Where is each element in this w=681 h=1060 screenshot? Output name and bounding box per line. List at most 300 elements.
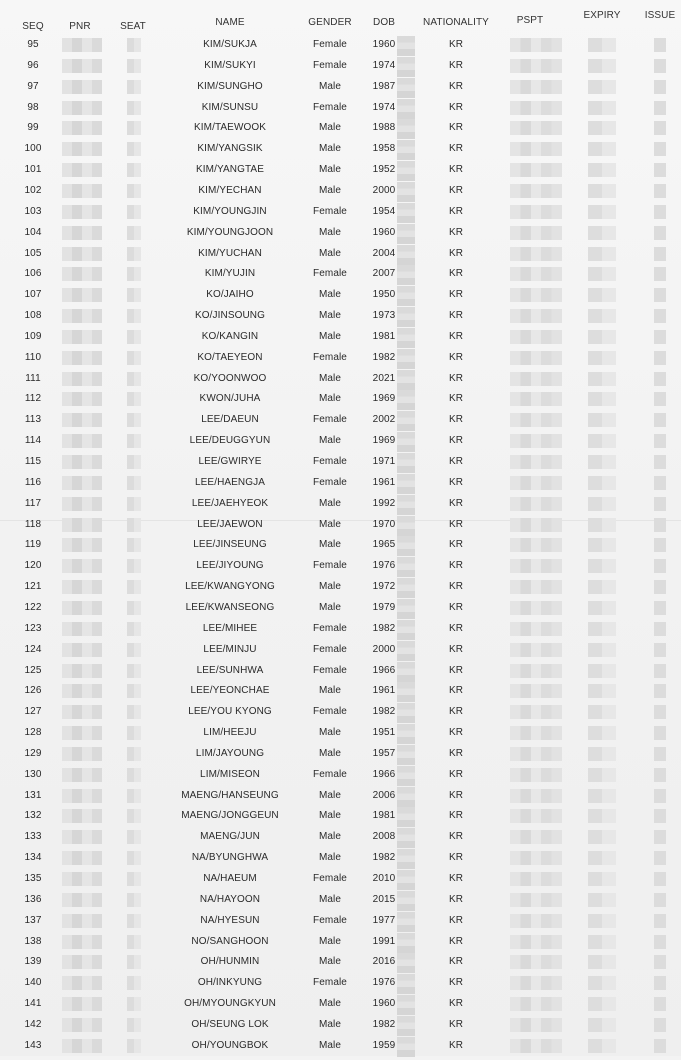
cell-seq: 125 (24, 664, 42, 676)
redacted-expiry (588, 142, 616, 156)
table-row (0, 727, 681, 747)
cell-name: NO/SANGHOON (191, 935, 269, 947)
cell-nationality: KR (448, 581, 464, 593)
redacted-passport (510, 747, 562, 761)
cell-dob: 1981 (372, 810, 396, 822)
cell-gender: Female (313, 643, 347, 655)
redacted-seat (127, 372, 141, 386)
cell-seq: 117 (24, 497, 42, 509)
cell-seq: 124 (24, 643, 42, 655)
cell-gender: Male (318, 601, 342, 613)
redacted-expiry (588, 914, 616, 928)
redacted-passport (510, 684, 562, 698)
cell-dob: 1950 (372, 289, 396, 301)
redacted-seat (127, 101, 141, 115)
redacted-expiry (588, 434, 616, 448)
cell-name: LEE/JINSEUNG (193, 539, 267, 551)
redacted-pnr (62, 476, 102, 490)
redacted-pnr (62, 288, 102, 302)
redacted-expiry (588, 497, 616, 511)
redacted-dob-detail (397, 682, 415, 702)
table-row (0, 665, 681, 685)
redacted-pnr (62, 351, 102, 365)
table-row (0, 685, 681, 705)
redacted-issue (654, 914, 666, 928)
cell-nationality: KR (448, 893, 464, 905)
cell-dob: 2000 (372, 184, 396, 196)
cell-name: OH/INKYUNG (197, 977, 263, 989)
redacted-dob-detail (397, 307, 415, 327)
redacted-issue (654, 205, 666, 219)
cell-gender: Female (313, 476, 347, 488)
redacted-passport (510, 351, 562, 365)
redacted-expiry (588, 851, 616, 865)
redacted-issue (654, 684, 666, 698)
cell-seq: 134 (24, 852, 42, 864)
table-row (0, 748, 681, 768)
redacted-expiry (588, 226, 616, 240)
redacted-dob-detail (397, 99, 415, 119)
cell-nationality: KR (448, 935, 464, 947)
header-nationality: NATIONALITY (423, 17, 489, 28)
redacted-passport (510, 80, 562, 94)
cell-gender: Male (318, 685, 342, 697)
table-row (0, 852, 681, 872)
redacted-seat (127, 59, 141, 73)
cell-seq: 139 (24, 956, 42, 968)
redacted-expiry (588, 1018, 616, 1032)
cell-dob: 1958 (372, 143, 396, 155)
redacted-seat (127, 726, 141, 740)
redacted-issue (654, 768, 666, 782)
cell-name: LIM/JAYOUNG (195, 747, 265, 759)
redacted-pnr (62, 372, 102, 386)
cell-seq: 111 (25, 372, 41, 384)
cell-nationality: KR (448, 393, 464, 405)
cell-dob: 1961 (372, 476, 396, 488)
cell-nationality: KR (448, 831, 464, 843)
redacted-pnr (62, 518, 102, 532)
redacted-dob-detail (397, 224, 415, 244)
cell-nationality: KR (448, 80, 464, 92)
cell-nationality: KR (448, 226, 464, 238)
table-row (0, 227, 681, 247)
redacted-expiry (588, 330, 616, 344)
cell-seq: 136 (24, 893, 42, 905)
table-row (0, 560, 681, 580)
cell-name: MAENG/HANSEUNG (181, 789, 279, 801)
cell-name: KO/KANGIN (201, 330, 259, 342)
redacted-issue (654, 789, 666, 803)
redacted-dob-detail (397, 620, 415, 640)
redacted-seat (127, 38, 141, 52)
cell-nationality: KR (448, 956, 464, 968)
cell-seq: 123 (24, 622, 42, 634)
redacted-expiry (588, 705, 616, 719)
redacted-dob-detail (397, 453, 415, 473)
cell-name: KIM/SUKYI (204, 59, 256, 71)
redacted-seat (127, 455, 141, 469)
cell-name: NA/HYESUN (200, 914, 260, 926)
cell-dob: 1965 (372, 539, 396, 551)
redacted-issue (654, 434, 666, 448)
redacted-expiry (588, 205, 616, 219)
redacted-expiry (588, 1039, 616, 1053)
redacted-seat (127, 851, 141, 865)
cell-gender: Male (318, 1018, 342, 1030)
redacted-issue (654, 1018, 666, 1032)
redacted-dob-detail (397, 870, 415, 890)
cell-seq: 135 (24, 873, 42, 884)
cell-seq: 114 (24, 435, 42, 447)
table-row (0, 644, 681, 664)
cell-name: KIM/YECHAN (198, 184, 262, 196)
cell-dob: 1991 (372, 935, 396, 947)
cell-gender: Female (313, 59, 347, 71)
table-row (0, 498, 681, 518)
cell-nationality: KR (448, 643, 464, 655)
redacted-seat (127, 643, 141, 657)
cell-nationality: KR (448, 560, 464, 572)
redacted-dob-detail (397, 516, 415, 536)
redacted-passport (510, 872, 562, 886)
redacted-seat (127, 392, 141, 406)
redacted-issue (654, 893, 666, 907)
redacted-pnr (62, 830, 102, 844)
table-row (0, 706, 681, 726)
cell-seq: 129 (24, 747, 42, 759)
redacted-pnr (62, 59, 102, 73)
cell-seq: 141 (24, 998, 42, 1010)
cell-nationality: KR (448, 435, 464, 447)
cell-gender: Male (318, 810, 342, 822)
redacted-seat (127, 518, 141, 532)
table-row (0, 60, 681, 80)
redacted-pnr (62, 434, 102, 448)
cell-nationality: KR (448, 539, 464, 551)
cell-dob: 1982 (372, 351, 396, 363)
cell-dob: 1969 (372, 435, 396, 447)
cell-dob: 1973 (372, 310, 396, 322)
redacted-pnr (62, 914, 102, 928)
redacted-issue (654, 309, 666, 323)
header-issue: ISSUE (644, 10, 676, 21)
cell-dob: 1957 (372, 747, 396, 759)
cell-gender: Female (313, 664, 347, 676)
cell-name: KO/YOONWOO (193, 372, 267, 384)
cell-name: LIM/MISEON (200, 768, 260, 780)
redacted-passport (510, 434, 562, 448)
table-row (0, 39, 681, 59)
cell-name: KIM/YANGSIK (197, 143, 263, 155)
cell-nationality: KR (448, 164, 464, 176)
redacted-pnr (62, 184, 102, 198)
redacted-issue (654, 518, 666, 532)
redacted-pnr (62, 142, 102, 156)
cell-dob: 1972 (372, 581, 396, 593)
redacted-dob-detail (397, 182, 415, 202)
redacted-passport (510, 455, 562, 469)
cell-nationality: KR (448, 727, 464, 739)
table-row (0, 956, 681, 976)
cell-gender: Male (318, 247, 342, 259)
cell-gender: Male (318, 727, 342, 739)
table-row (0, 206, 681, 226)
table-row (0, 477, 681, 497)
cell-seq: 131 (24, 789, 42, 801)
cell-gender: Male (318, 497, 342, 509)
redacted-passport (510, 101, 562, 115)
table-row (0, 1040, 681, 1060)
redacted-seat (127, 872, 141, 886)
header-pnr: PNR (69, 21, 91, 32)
cell-gender: Male (318, 747, 342, 759)
cell-seq: 113 (24, 414, 42, 426)
redacted-issue (654, 705, 666, 719)
redacted-dob-detail (397, 766, 415, 786)
cell-seq: 140 (24, 977, 42, 989)
redacted-expiry (588, 809, 616, 823)
cell-gender: Female (313, 414, 347, 426)
cell-name: LEE/JIYOUNG (196, 560, 264, 572)
redacted-seat (127, 538, 141, 552)
redacted-expiry (588, 309, 616, 323)
redacted-expiry (588, 997, 616, 1011)
redacted-issue (654, 121, 666, 135)
redacted-seat (127, 184, 141, 198)
redacted-issue (654, 413, 666, 427)
cell-nationality: KR (448, 664, 464, 676)
redacted-issue (654, 830, 666, 844)
redacted-pnr (62, 580, 102, 594)
cell-dob: 2007 (372, 268, 396, 280)
cell-name: LEE/HAENGJA (194, 476, 266, 488)
table-row (0, 519, 681, 539)
cell-seq: 112 (24, 393, 42, 405)
redacted-seat (127, 330, 141, 344)
redacted-expiry (588, 80, 616, 94)
redacted-passport (510, 830, 562, 844)
redacted-dob-detail (397, 787, 415, 807)
redacted-pnr (62, 622, 102, 636)
cell-gender: Male (318, 226, 342, 238)
cell-gender: Female (313, 101, 347, 113)
redacted-expiry (588, 247, 616, 261)
table-row (0, 894, 681, 914)
cell-nationality: KR (448, 372, 464, 384)
redacted-expiry (588, 413, 616, 427)
cell-name: KIM/SUNGHO (197, 80, 263, 92)
cell-name: LEE/KWANSEONG (185, 601, 275, 613)
redacted-dob-detail (397, 536, 415, 556)
cell-seq: 98 (27, 101, 39, 113)
redacted-seat (127, 413, 141, 427)
redacted-seat (127, 247, 141, 261)
redacted-seat (127, 747, 141, 761)
cell-nationality: KR (448, 998, 464, 1010)
cell-name: KIM/TAEWOOK (193, 122, 267, 134)
table-row (0, 102, 681, 122)
cell-gender: Female (313, 39, 347, 50)
redacted-dob-detail (397, 641, 415, 661)
redacted-issue (654, 288, 666, 302)
redacted-dob-detail (397, 432, 415, 452)
cell-dob: 1970 (372, 518, 396, 530)
redacted-seat (127, 664, 141, 678)
redacted-seat (127, 497, 141, 511)
redacted-expiry (588, 768, 616, 782)
cell-gender: Male (318, 935, 342, 947)
redacted-dob-detail (397, 933, 415, 953)
cell-name: KIM/SUNSU (201, 101, 259, 113)
cell-name: LEE/GWIRYE (198, 456, 262, 467)
redacted-pnr (62, 247, 102, 261)
cell-seq: 100 (24, 143, 42, 155)
redacted-issue (654, 872, 666, 886)
redacted-passport (510, 1018, 562, 1032)
redacted-passport (510, 997, 562, 1011)
redacted-issue (654, 664, 666, 678)
redacted-dob-detail (397, 974, 415, 994)
redacted-seat (127, 309, 141, 323)
cell-nationality: KR (448, 268, 464, 280)
redacted-pnr (62, 330, 102, 344)
cell-seq: 118 (24, 518, 42, 530)
redacted-pnr (62, 955, 102, 969)
cell-name: NA/HAYOON (199, 893, 261, 905)
cell-dob: 1960 (372, 39, 396, 50)
redacted-dob-detail (397, 140, 415, 160)
redacted-passport (510, 643, 562, 657)
table-row (0, 1019, 681, 1039)
redacted-pnr (62, 413, 102, 427)
redacted-pnr (62, 226, 102, 240)
cell-seq: 101 (24, 164, 42, 176)
cell-seq: 121 (24, 581, 42, 593)
cell-gender: Male (318, 289, 342, 301)
cell-seq: 102 (24, 184, 42, 196)
table-row (0, 456, 681, 476)
redacted-pnr (62, 163, 102, 177)
redacted-pnr (62, 559, 102, 573)
cell-seq: 120 (24, 560, 42, 572)
cell-seq: 115 (24, 456, 42, 467)
redacted-seat (127, 226, 141, 240)
cell-name: LEE/MIHEE (202, 622, 258, 634)
redacted-dob-detail (397, 557, 415, 577)
redacted-passport (510, 142, 562, 156)
cell-nationality: KR (448, 518, 464, 530)
header-pspt: PSPT (516, 15, 544, 26)
redacted-passport (510, 184, 562, 198)
cell-name: KIM/YUCHAN (198, 247, 262, 259)
cell-seq: 97 (27, 80, 39, 92)
redacted-dob-detail (397, 245, 415, 265)
cell-nationality: KR (448, 184, 464, 196)
cell-name: KO/JAIHO (206, 289, 254, 301)
cell-name: KIM/YANGTAE (196, 164, 264, 176)
cell-seq: 105 (24, 247, 42, 259)
cell-nationality: KR (448, 247, 464, 259)
cell-name: NA/HAEUM (203, 873, 257, 884)
redacted-dob-detail (397, 849, 415, 869)
redacted-pnr (62, 893, 102, 907)
redacted-expiry (588, 559, 616, 573)
cell-dob: 1992 (372, 497, 396, 509)
redacted-expiry (588, 976, 616, 990)
redacted-seat (127, 622, 141, 636)
redacted-dob-detail (397, 495, 415, 515)
cell-dob: 1988 (372, 122, 396, 134)
redacted-seat (127, 809, 141, 823)
redacted-dob-detail (397, 57, 415, 77)
table-row (0, 810, 681, 830)
table-row (0, 414, 681, 434)
redacted-issue (654, 935, 666, 949)
cell-nationality: KR (448, 873, 464, 884)
cell-gender: Male (318, 1039, 342, 1051)
redacted-pnr (62, 392, 102, 406)
redacted-seat (127, 351, 141, 365)
redacted-issue (654, 226, 666, 240)
redacted-pnr (62, 601, 102, 615)
cell-seq: 95 (27, 39, 39, 50)
redacted-seat (127, 434, 141, 448)
redacted-seat (127, 893, 141, 907)
cell-name: OH/YOUNGBOK (191, 1039, 269, 1051)
table-row (0, 373, 681, 393)
cell-name: OH/MYOUNGKYUN (184, 998, 276, 1010)
redacted-seat (127, 997, 141, 1011)
redacted-dob-detail (397, 953, 415, 973)
cell-dob: 1960 (372, 226, 396, 238)
cell-name: OH/SEUNG LOK (191, 1018, 269, 1030)
redacted-issue (654, 747, 666, 761)
cell-gender: Male (318, 122, 342, 134)
redacted-pnr (62, 643, 102, 657)
redacted-passport (510, 413, 562, 427)
redacted-expiry (588, 955, 616, 969)
cell-gender: Male (318, 852, 342, 864)
cell-nationality: KR (448, 747, 464, 759)
table-row (0, 915, 681, 935)
cell-seq: 119 (24, 539, 42, 551)
cell-name: LEE/MINJU (203, 643, 257, 655)
redacted-passport (510, 935, 562, 949)
redacted-pnr (62, 80, 102, 94)
cell-dob: 1966 (372, 664, 396, 676)
redacted-pnr (62, 976, 102, 990)
cell-name: LEE/JAEWON (197, 518, 263, 530)
cell-gender: Male (318, 956, 342, 968)
redacted-pnr (62, 768, 102, 782)
redacted-pnr (62, 997, 102, 1011)
redacted-issue (654, 38, 666, 52)
cell-nationality: KR (448, 310, 464, 322)
redacted-passport (510, 330, 562, 344)
cell-gender: Female (313, 622, 347, 634)
cell-gender: Male (318, 998, 342, 1010)
cell-nationality: KR (448, 706, 464, 718)
redacted-pnr (62, 851, 102, 865)
redacted-passport (510, 497, 562, 511)
table-row (0, 164, 681, 184)
cell-nationality: KR (448, 59, 464, 71)
redacted-passport (510, 601, 562, 615)
redacted-expiry (588, 726, 616, 740)
cell-dob: 1954 (372, 205, 396, 217)
cell-dob: 2010 (372, 873, 396, 884)
